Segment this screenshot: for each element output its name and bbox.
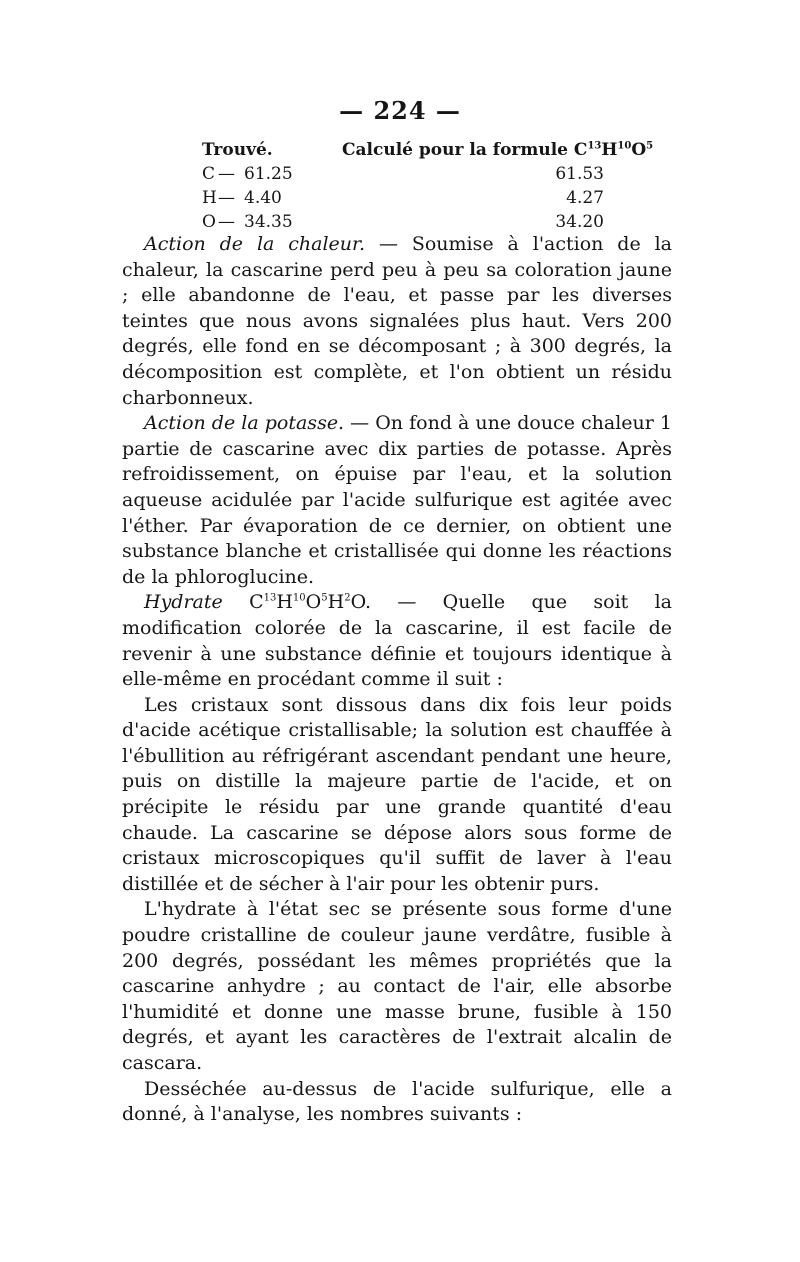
paragraph-body: — Soumise à l'action de la chaleur, la cascarine perd peu à peu sa coloration jaune ; elle abandonne de l'eau, et passe par les diverses teintes que nous avons signalées plus haut. Vers 200 degrés, elle fond en se décomposant ; à 300 degrés, la décomposition est complète, et l'on obtient un résidu charbonneux.: [122, 233, 672, 409]
calc-value: 4.27: [566, 188, 604, 208]
formula-element: O: [305, 591, 322, 614]
formula-element: H: [601, 140, 618, 160]
page-number: — 224 —: [339, 96, 461, 125]
table-row: [202, 186, 342, 210]
calc-header-label: Calculé pour la formule C: [342, 140, 588, 160]
element-symbol: C: [202, 164, 216, 184]
formula-element: C: [222, 591, 264, 614]
formula-element: O.: [350, 591, 372, 614]
paragraph-body: — Quelle que soit la modification colorée de la cascarine, il est facile de revenir à une substance définie et toujours identique à elle-même en procédant comme il suit :: [122, 591, 672, 691]
paragraph-heat: [122, 232, 672, 411]
table-row: [202, 162, 342, 186]
paragraph-analysis-intro: Desséchée au-dessus de l'acide sulfurique, elle a donné, à l'analyse, les nombres suivants :: [122, 1077, 672, 1126]
formula-subscript: 10: [617, 140, 632, 152]
section-lead: Hydrate: [144, 591, 223, 614]
paragraph-body: — On fond à une douce chaleur 1 partie de cascarine avec dix parties de potasse. Après refroidissement, on épuise par l'eau, et la solution aqueuse acidulée par l'acide sulfurique est agitée avec l'éther. Par évaporation de ce dernier, on obtient une substance blanche et cristallisée qui donne les réactions de la phloroglucine.: [122, 412, 672, 588]
table-row: [202, 210, 342, 234]
formula-element: O: [631, 140, 647, 160]
body-text: [122, 232, 672, 1128]
formula-subscript: 5: [646, 140, 654, 152]
paragraph-hydrate: [122, 590, 672, 692]
formula-element: H: [276, 591, 293, 614]
dash: —: [218, 164, 235, 184]
dash: —: [218, 188, 235, 208]
calc-value: 61.53: [555, 164, 604, 184]
formula-subscript: 2: [344, 592, 351, 604]
formula-subscript: 10: [292, 592, 306, 604]
found-value: 34.35: [244, 212, 293, 232]
dash: —: [218, 212, 235, 232]
formula-subscript: 13: [587, 140, 602, 152]
element-symbol: O: [202, 212, 216, 232]
found-value: 61.25: [244, 164, 293, 184]
found-value: 4.40: [244, 188, 282, 208]
section-lead: Action de la potasse.: [144, 412, 345, 435]
calc-header: [342, 138, 654, 162]
section-lead: Action de la chaleur.: [144, 233, 366, 255]
paragraph-hydrate-properties: L'hydrate à l'état sec se présente sous forme d'une poudre cristalline de couleur jaune verdâtre, fusible à 200 degrés, possédant les mêmes propriétés que la cascarine anhydre ; au contact de l'air, elle absorbe l'humidité et donne une masse brune, fusible à 150 degrés, et ayant les caractères de l'extrait alcalin de cascara.: [122, 898, 672, 1074]
paragraph-potash: [122, 411, 672, 590]
calc-value: 34.20: [555, 212, 604, 232]
formula-element: H: [327, 591, 345, 614]
found-header: Trouvé.: [202, 140, 273, 160]
found-column: [202, 138, 342, 234]
formula-subscript: 5: [321, 592, 328, 604]
paragraph-procedure: Les cristaux sont dissous dans dix fois leur poids d'acide acétique cristallisable; la solution est chauffée à l'ébullition au réfrigérant ascendant pendant une heure, puis on distille la majeure partie de l'acide, et on précipite le résidu par une grande quantité d'eau chaude. La cascarine se dépose alors sous forme de cristaux microscopiques qu'il suffit de laver à l'eau distillée et de sécher à l'air pour les obtenir purs.: [122, 693, 672, 895]
calc-column: [342, 138, 654, 234]
formula-subscript: 13: [263, 592, 277, 604]
element-symbol: H: [202, 188, 217, 208]
